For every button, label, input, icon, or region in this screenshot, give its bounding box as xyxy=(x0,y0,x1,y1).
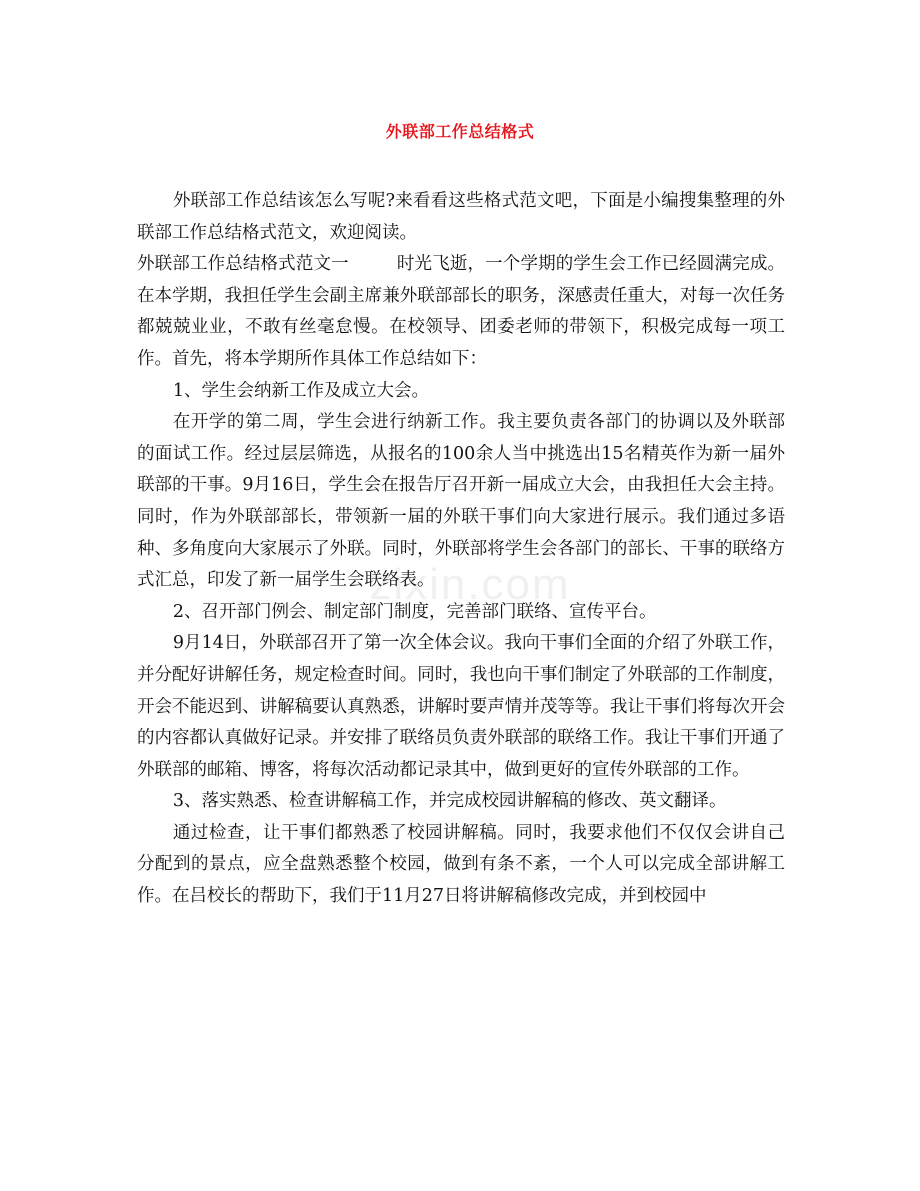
document-body xyxy=(137,186,785,913)
intro-paragraph: 外联部工作总结该怎么写呢?来看看这些格式范文吧，下面是小编搜集整理的外联部工作总结格式范文，欢迎阅读。 xyxy=(137,191,785,243)
document-title: 外联部工作总结格式 xyxy=(385,122,535,141)
section-1-heading: 1、学生会纳新工作及成立大会。 xyxy=(172,380,430,401)
section-2-heading: 2、召开部门例会、制定部门制度，完善部门联络、宣传平台。 xyxy=(172,601,657,622)
sample-opening: 时光飞逝，一个学期的学生会工作已经圆满完成。在本学期，我担任学生会副主席兼外联部部长的职务，深感责任重大，对每一次任务都兢兢业业，不敢有丝毫怠慢。在校领导、团委老师的带领下，积极完成每一项工作。首先，将本学期所作具体工作总结如下： xyxy=(137,254,785,369)
section-1-body: 在开学的第二周，学生会进行纳新工作。我主要负责各部门的协调以及外联部的面试工作。经过层层筛选，从报名的100余人当中挑选出15名精英作为新一届外联部的干事。9月16日，学生会在报告厅召开新一届成立大会，由我担任大会主持。同时，作为外联部部长，带领新一届的外联干事们向大家进行展示。我们通过多语种、多角度向大家展示了外联。同时，外联部将学生会各部门的部长、干事的联络方式汇总，印发了新一届学生会联络表。 xyxy=(137,412,785,591)
watermark: zixin.com xyxy=(369,560,571,609)
sample-heading: 外联部工作总结格式范文一 xyxy=(137,254,349,275)
section-2-body: 9月14日，外联部召开了第一次全体会议。我向干事们全面的介绍了外联工作，并分配好讲解任务，规定检查时间。同时，我也向干事们制定了外联部的工作制度，开会不能迟到、讲解稿要认真熟悉，讲解时要声情并茂等等。我让干事们将每次开会的内容都认真做好记录。并安排了联络员负责外联部的联络工作。我让干事们开通了外联部的邮箱、博客，将每次活动都记录其中，做到更好的宣传外联部的工作。 xyxy=(137,633,785,780)
section-3-body: 通过检查，让干事们都熟悉了校园讲解稿。同时，我要求他们不仅仅会讲自己分配到的景点，应全盘熟悉整个校园，做到有条不紊，一个人可以完成全部讲解工作。在吕校长的帮助下，我们于11月27日将讲解稿修改完成，并到校园中 xyxy=(137,822,785,907)
section-3-heading: 3、落实熟悉、检查讲解稿工作，并完成校园讲解稿的修改、英文翻译。 xyxy=(172,791,727,812)
sample-paragraph xyxy=(137,249,785,375)
